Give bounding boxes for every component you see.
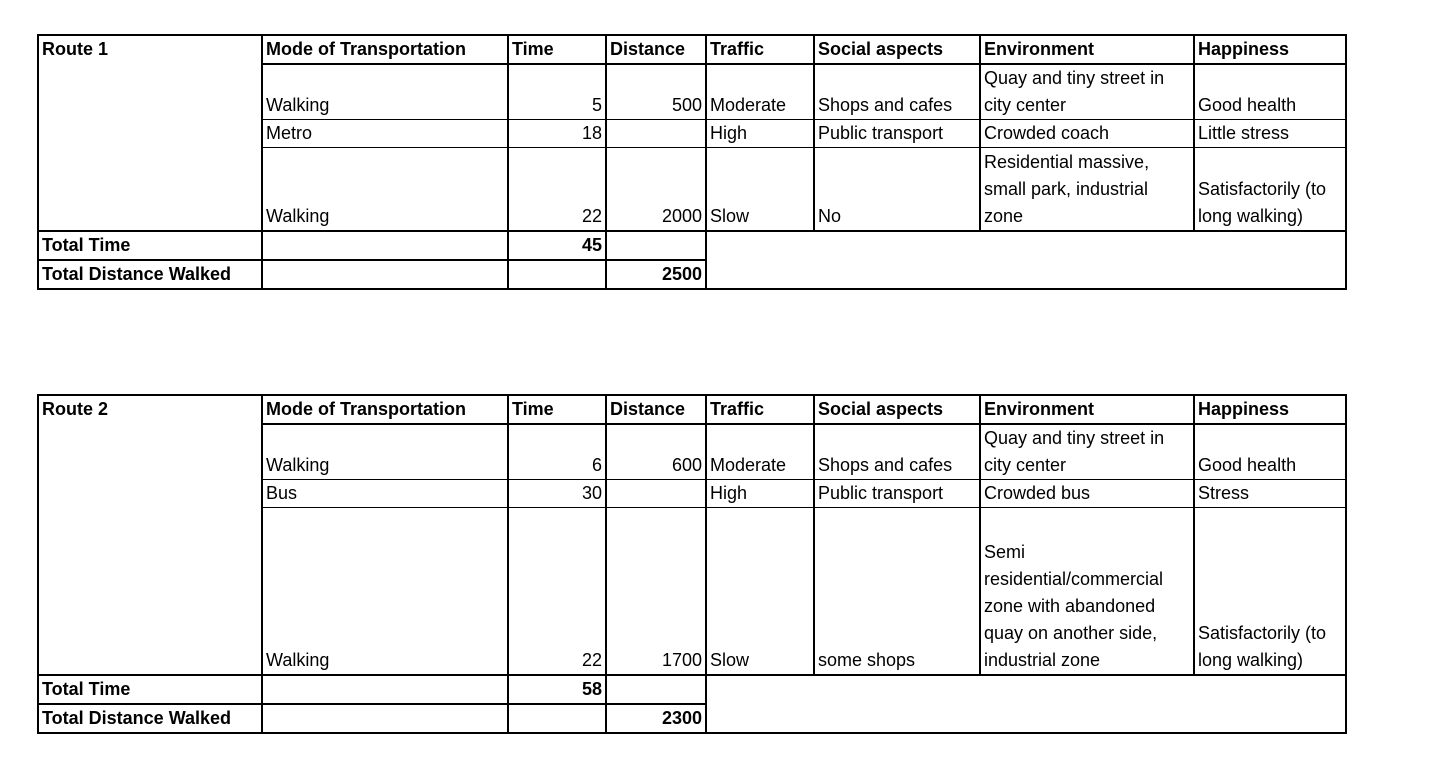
cell-traffic: High	[706, 120, 814, 148]
total-distance-value: 2300	[606, 704, 706, 733]
header-time: Time	[508, 395, 606, 424]
cell-time: 22	[508, 508, 606, 675]
empty-cell	[606, 675, 706, 704]
cell-environment: Crowded bus	[980, 480, 1194, 508]
empty-cell	[706, 675, 1346, 704]
route-name: Route 1	[38, 35, 262, 64]
empty-cell	[606, 231, 706, 260]
route-spacer-cell	[38, 508, 262, 675]
total-distance-row	[38, 704, 1346, 733]
header-social: Social aspects	[814, 395, 980, 424]
header-traffic: Traffic	[706, 395, 814, 424]
cell-happiness: Satisfactorily (to long walking)	[1194, 148, 1346, 231]
total-distance-row	[38, 260, 1346, 289]
cell-traffic: High	[706, 480, 814, 508]
cell-mode: Walking	[262, 424, 508, 480]
empty-cell	[262, 260, 508, 289]
cell-mode: Walking	[262, 508, 508, 675]
cell-social: Public transport	[814, 120, 980, 148]
cell-mode: Metro	[262, 120, 508, 148]
header-time: Time	[508, 35, 606, 64]
cell-environment: Quay and tiny street in city center	[980, 64, 1194, 120]
cell-social: Public transport	[814, 480, 980, 508]
cell-mode: Walking	[262, 64, 508, 120]
cell-traffic: Slow	[706, 148, 814, 231]
empty-cell	[262, 675, 508, 704]
cell-time: 22	[508, 148, 606, 231]
cell-happiness: Little stress	[1194, 120, 1346, 148]
route-spacer-cell	[38, 148, 262, 231]
header-mode: Mode of Transportation	[262, 395, 508, 424]
empty-cell	[706, 704, 1346, 733]
cell-environment: Semi residential/commercial zone with abandoned quay on another side, industrial zone	[980, 508, 1194, 675]
cell-distance: 1700	[606, 508, 706, 675]
empty-cell	[706, 231, 1346, 260]
cell-happiness: Stress	[1194, 480, 1346, 508]
route-spacer-cell	[38, 64, 262, 120]
table-row	[38, 148, 1346, 231]
cell-traffic: Slow	[706, 508, 814, 675]
total-distance-label: Total Distance Walked	[38, 704, 262, 733]
cell-distance: 500	[606, 64, 706, 120]
cell-social: some shops	[814, 508, 980, 675]
cell-time: 6	[508, 424, 606, 480]
cell-time: 5	[508, 64, 606, 120]
total-time-label: Total Time	[38, 231, 262, 260]
cell-traffic: Moderate	[706, 64, 814, 120]
total-time-label: Total Time	[38, 675, 262, 704]
total-time-row	[38, 675, 1346, 704]
cell-distance	[606, 480, 706, 508]
total-time-value: 58	[508, 675, 606, 704]
cell-time: 18	[508, 120, 606, 148]
empty-cell	[262, 231, 508, 260]
cell-distance: 2000	[606, 148, 706, 231]
route-spacer-cell	[38, 120, 262, 148]
cell-social: Shops and cafes	[814, 424, 980, 480]
cell-distance: 600	[606, 424, 706, 480]
header-social: Social aspects	[814, 35, 980, 64]
route-1-table	[37, 34, 1347, 290]
total-time-value: 45	[508, 231, 606, 260]
table-row	[38, 480, 1346, 508]
table-row	[38, 424, 1346, 480]
route-name: Route 2	[38, 395, 262, 424]
total-distance-label: Total Distance Walked	[38, 260, 262, 289]
route-spacer-cell	[38, 424, 262, 480]
header-distance: Distance	[606, 35, 706, 64]
table-row	[38, 508, 1346, 675]
cell-mode: Bus	[262, 480, 508, 508]
cell-environment: Quay and tiny street in city center	[980, 424, 1194, 480]
cell-distance	[606, 120, 706, 148]
cell-social: No	[814, 148, 980, 231]
cell-happiness: Good health	[1194, 64, 1346, 120]
empty-cell	[706, 260, 1346, 289]
header-environment: Environment	[980, 35, 1194, 64]
cell-mode: Walking	[262, 148, 508, 231]
empty-cell	[508, 704, 606, 733]
empty-cell	[508, 260, 606, 289]
cell-happiness: Good health	[1194, 424, 1346, 480]
header-traffic: Traffic	[706, 35, 814, 64]
header-mode: Mode of Transportation	[262, 35, 508, 64]
cell-time: 30	[508, 480, 606, 508]
table-row	[38, 64, 1346, 120]
cell-traffic: Moderate	[706, 424, 814, 480]
total-distance-value: 2500	[606, 260, 706, 289]
cell-happiness: Satisfactorily (to long walking)	[1194, 508, 1346, 675]
total-time-row	[38, 231, 1346, 260]
header-happiness: Happiness	[1194, 35, 1346, 64]
route-spacer-cell	[38, 480, 262, 508]
cell-environment: Residential massive, small park, industrial zone	[980, 148, 1194, 231]
cell-environment: Crowded coach	[980, 120, 1194, 148]
empty-cell	[262, 704, 508, 733]
header-environment: Environment	[980, 395, 1194, 424]
header-distance: Distance	[606, 395, 706, 424]
cell-social: Shops and cafes	[814, 64, 980, 120]
route-2-table	[37, 394, 1347, 734]
header-happiness: Happiness	[1194, 395, 1346, 424]
table-row	[38, 120, 1346, 148]
